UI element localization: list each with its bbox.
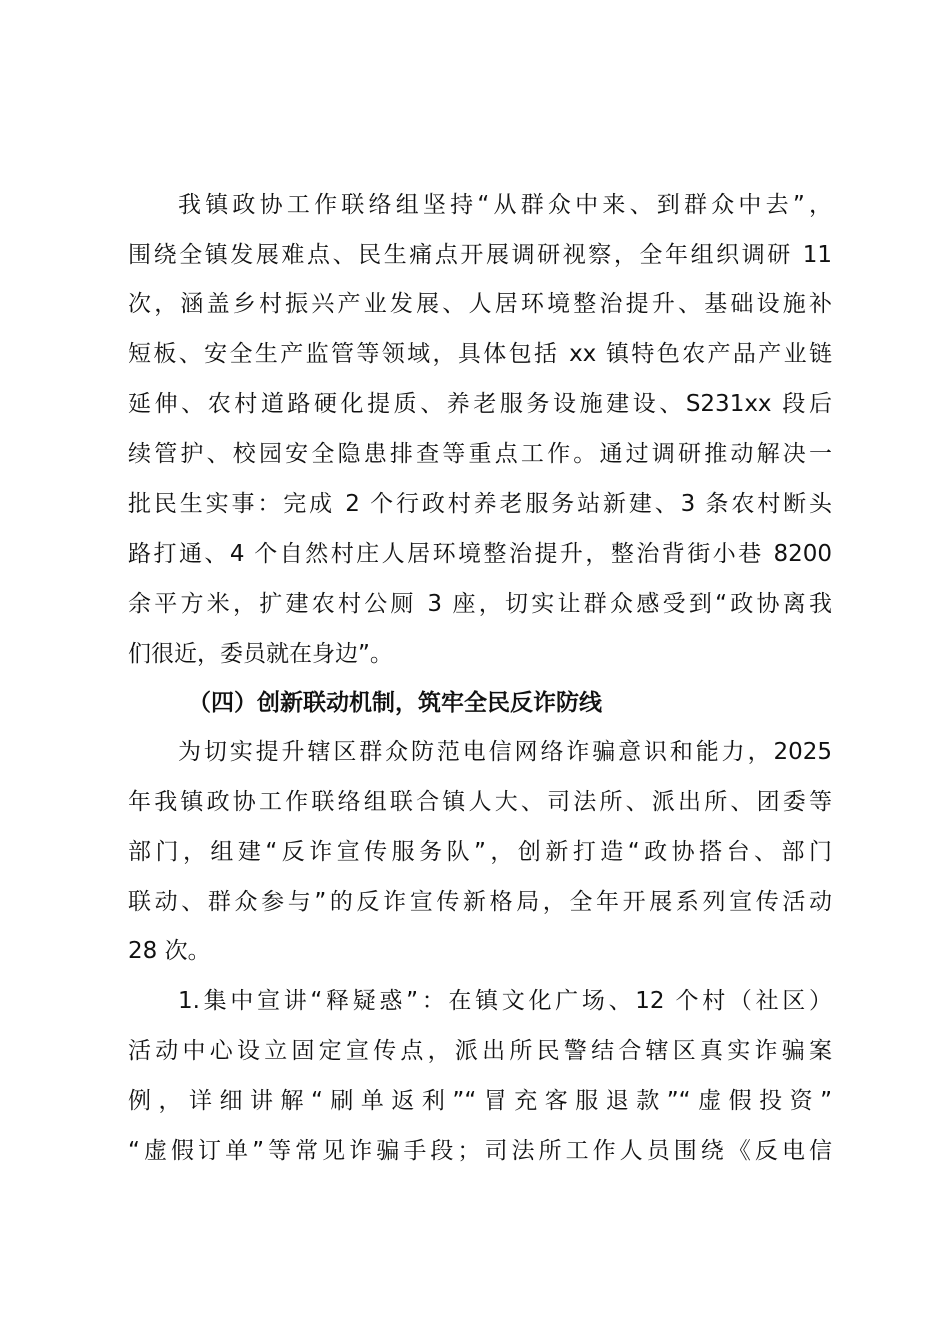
paragraph-1-line-5: 延伸、农村道路硬化提质、养老服务设施建设、S231xx 段后 <box>128 391 832 417</box>
paragraph-3-line-1: 1.集中宣讲“释疑惑”：在镇文化广场、12 个村（社区） <box>178 988 832 1014</box>
paragraph-1-line-8: 路打通、4 个自然村庄人居环境整治提升，整治背街小巷 8200 <box>128 541 832 567</box>
paragraph-1-line-10: 们很近，委员就在身边”。 <box>128 641 393 667</box>
paragraph-1-line-9: 余平方米，扩建农村公厕 3 座，切实让群众感受到“政协离我 <box>128 591 832 617</box>
paragraph-1-line-2: 围绕全镇发展难点、民生痛点开展调研视察，全年组织调研 11 <box>128 242 832 268</box>
paragraph-2-line-4: 联动、群众参与”的反诈宣传新格局，全年开展系列宣传活动 <box>128 889 832 915</box>
paragraph-2-line-3: 部门，组建“反诈宣传服务队”，创新打造“政协搭台、部门 <box>128 839 832 865</box>
paragraph-1-line-3: 次，涵盖乡村振兴产业发展、人居环境整治提升、基础设施补 <box>128 291 832 317</box>
paragraph-3-line-3: 例，详细讲解“刷单返利”“冒充客服退款”“虚假投资” <box>128 1088 832 1114</box>
paragraph-1-line-1: 我镇政协工作联络组坚持“从群众中来、到群众中去”， <box>178 192 832 218</box>
section-heading: （四）创新联动机制，筑牢全民反诈防线 <box>188 690 602 716</box>
paragraph-3-line-2: 活动中心设立固定宣传点，派出所民警结合辖区真实诈骗案 <box>128 1038 832 1064</box>
paragraph-2-line-5: 28 次。 <box>128 938 211 964</box>
paragraph-1-line-4: 短板、安全生产监管等领域，具体包括 xx 镇特色农产品产业链 <box>128 341 832 367</box>
paragraph-2-line-2: 年我镇政协工作联络组联合镇人大、司法所、派出所、团委等 <box>128 789 832 815</box>
paragraph-3-line-4: “虚假订单”等常见诈骗手段；司法所工作人员围绕《反电信 <box>128 1138 832 1164</box>
paragraph-1-line-7: 批民生实事：完成 2 个行政村养老服务站新建、3 条农村断头 <box>128 491 832 517</box>
paragraph-1-line-6: 续管护、校园安全隐患排查等重点工作。通过调研推动解决一 <box>128 441 832 467</box>
paragraph-2-line-1: 为切实提升辖区群众防范电信网络诈骗意识和能力，2025 <box>178 739 832 765</box>
